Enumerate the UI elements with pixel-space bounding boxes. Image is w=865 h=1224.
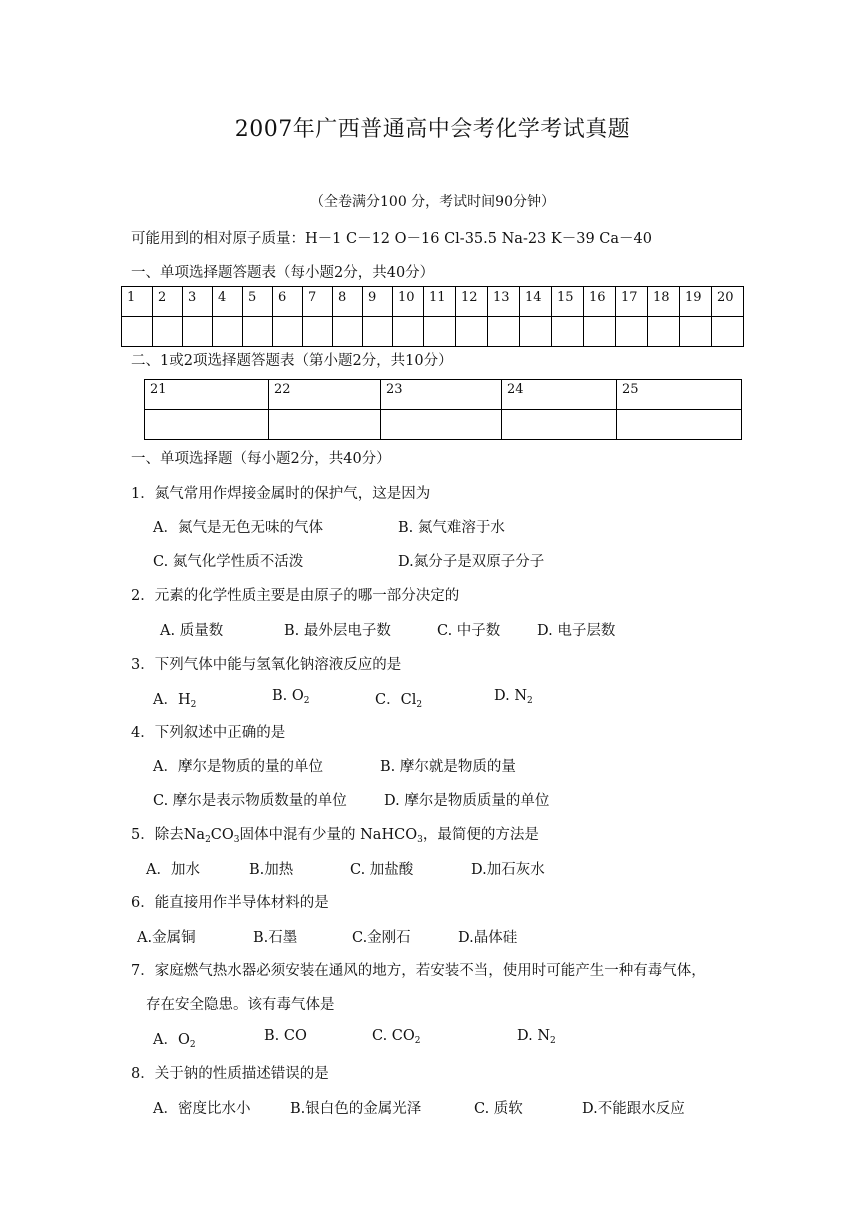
option-d: D. 摩尔是物质质量的单位	[384, 793, 550, 809]
question-number-cell: 17	[616, 287, 648, 317]
answer-cell[interactable]	[488, 317, 520, 347]
answer-cell[interactable]	[269, 410, 381, 440]
answer-cell[interactable]	[333, 317, 363, 347]
question-2-stem: 2．元素的化学性质主要是由原子的哪一部分决定的	[131, 588, 460, 604]
option-a: A．密度比水小	[153, 1101, 251, 1117]
option-b: B. 摩尔就是物质的量	[380, 759, 516, 775]
option-a: A．加水	[146, 862, 200, 878]
option-d: D.晶体硅	[458, 930, 518, 946]
option-c: C. 氮气化学性质不活泼	[153, 554, 304, 570]
question-number-cell: 18	[648, 287, 680, 317]
question-number-cell: 5	[243, 287, 273, 317]
question-number-cell: 19	[680, 287, 712, 317]
question-number-cell: 16	[584, 287, 616, 317]
option-c: C. 摩尔是表示物质数量的单位	[153, 793, 347, 809]
answer-cell[interactable]	[552, 317, 584, 347]
answer-cell[interactable]	[213, 317, 243, 347]
option-a: A．$O_2$	[153, 1032, 196, 1050]
option-a: A．$H_2$	[153, 692, 197, 710]
option-b: B.加热	[249, 862, 294, 878]
question-number-cell: 7	[303, 287, 333, 317]
table-header-row	[122, 287, 744, 317]
question-number-cell: 15	[552, 287, 584, 317]
answer-cell[interactable]	[616, 317, 648, 347]
question-number-cell: 9	[363, 287, 393, 317]
table-header-row	[145, 380, 742, 410]
question-number-cell: 11	[424, 287, 456, 317]
answer-cell[interactable]	[617, 410, 742, 440]
question-7-stem: 7．家庭燃气热水器必须安装在通风的地方，若安装不当，使用时可能产生一种有毒气体，	[131, 963, 706, 979]
option-b: B. $O_2$	[272, 688, 310, 706]
question-number-cell: 21	[145, 380, 269, 410]
question-3-stem: 3．下列气体中能与氢氧化钠溶液反应的是	[131, 657, 402, 673]
question-number-cell: 10	[393, 287, 424, 317]
answer-cell[interactable]	[424, 317, 456, 347]
question-number-cell: 14	[520, 287, 552, 317]
option-a: A.金属铜	[137, 930, 196, 946]
option-a: A．氮气是无色无味的气体	[153, 520, 323, 536]
option-d: D.加石灰水	[471, 862, 545, 878]
question-number-cell: 23	[381, 380, 502, 410]
option-a: A. 质量数	[160, 623, 224, 639]
atomic-masses: 可能用到的相对原子质量：H－1 C－12 O－16 Cl-35.5 Na-23 K－39 Ca－40	[131, 231, 652, 247]
section-heading: 一、单项选择题（每小题2分，共40分）	[131, 451, 391, 467]
answer-cell[interactable]	[502, 410, 617, 440]
question-number-cell: 6	[273, 287, 303, 317]
option-d: D.不能跟水反应	[582, 1101, 685, 1117]
question-number-cell: 3	[183, 287, 213, 317]
answer-table-multi	[144, 379, 742, 440]
question-1-stem: 1．氮气常用作焊接金属时的保护气，这是因为	[131, 486, 431, 502]
answer-cell[interactable]	[584, 317, 616, 347]
answer-cell[interactable]	[183, 317, 213, 347]
option-d: D. $N_2$	[517, 1028, 556, 1046]
answer-cell[interactable]	[381, 410, 502, 440]
table-answer-row	[122, 317, 744, 347]
option-d: D. $N_2$	[494, 688, 533, 706]
option-c: C. 加盐酸	[350, 862, 414, 878]
exam-info: （全卷满分100 分，考试时间90分钟）	[310, 194, 555, 210]
option-b: B. CO	[264, 1028, 307, 1044]
table-answer-row	[145, 410, 742, 440]
question-4-stem: 4．下列叙述中正确的是	[131, 725, 286, 741]
option-b: B. 最外层电子数	[284, 623, 391, 639]
option-c: C. 中子数	[437, 623, 501, 639]
answer-cell[interactable]	[122, 317, 153, 347]
question-number-cell: 13	[488, 287, 520, 317]
question-number-cell: 2	[153, 287, 183, 317]
answer-cell[interactable]	[145, 410, 269, 440]
option-d: D.氮分子是双原子分子	[398, 554, 545, 570]
question-number-cell: 8	[333, 287, 363, 317]
answer-cell[interactable]	[648, 317, 680, 347]
question-number-cell: 4	[213, 287, 243, 317]
answer-cell[interactable]	[153, 317, 183, 347]
option-b: B.石墨	[253, 930, 298, 946]
table2-caption: 二、1或2项选择题答题表（第小题2分，共10分）	[131, 353, 453, 369]
question-8-stem: 8．关于钠的性质描述错误的是	[131, 1066, 329, 1082]
question-number-cell: 24	[502, 380, 617, 410]
option-b: B. 氮气难溶于水	[398, 520, 505, 536]
option-d: D. 电子层数	[537, 623, 616, 639]
question-7-stem-cont: 存在安全隐患。该有毒气体是	[146, 997, 335, 1013]
question-6-stem: 6．能直接用作半导体材料的是	[131, 895, 329, 911]
answer-cell[interactable]	[393, 317, 424, 347]
question-5-stem: 5．除去$Na_2CO_3$固体中混有少量的 NaHCO$_3$，最简便的方法是	[131, 827, 539, 845]
answer-cell[interactable]	[520, 317, 552, 347]
answer-cell[interactable]	[243, 317, 273, 347]
option-c: C. $CO_2$	[372, 1028, 421, 1046]
option-c: C.金刚石	[352, 930, 411, 946]
option-c: C．$Cl_2$	[375, 692, 423, 710]
option-b: B.银白色的金属光泽	[290, 1101, 422, 1117]
answer-cell[interactable]	[456, 317, 488, 347]
option-a: A．摩尔是物质的量的单位	[153, 759, 323, 775]
answer-cell[interactable]	[363, 317, 393, 347]
answer-cell[interactable]	[303, 317, 333, 347]
question-number-cell: 25	[617, 380, 742, 410]
answer-cell[interactable]	[712, 317, 744, 347]
table1-caption: 一、单项选择题答题表（每小题2分，共40分）	[131, 265, 435, 281]
answer-cell[interactable]	[273, 317, 303, 347]
option-c: C. 质软	[474, 1101, 523, 1117]
answer-table-single	[121, 286, 744, 347]
question-number-cell: 12	[456, 287, 488, 317]
question-number-cell: 1	[122, 287, 153, 317]
question-number-cell: 20	[712, 287, 744, 317]
question-number-cell: 22	[269, 380, 381, 410]
page-title: 2007年广西普通高中会考化学考试真题	[234, 117, 631, 142]
answer-cell[interactable]	[680, 317, 712, 347]
